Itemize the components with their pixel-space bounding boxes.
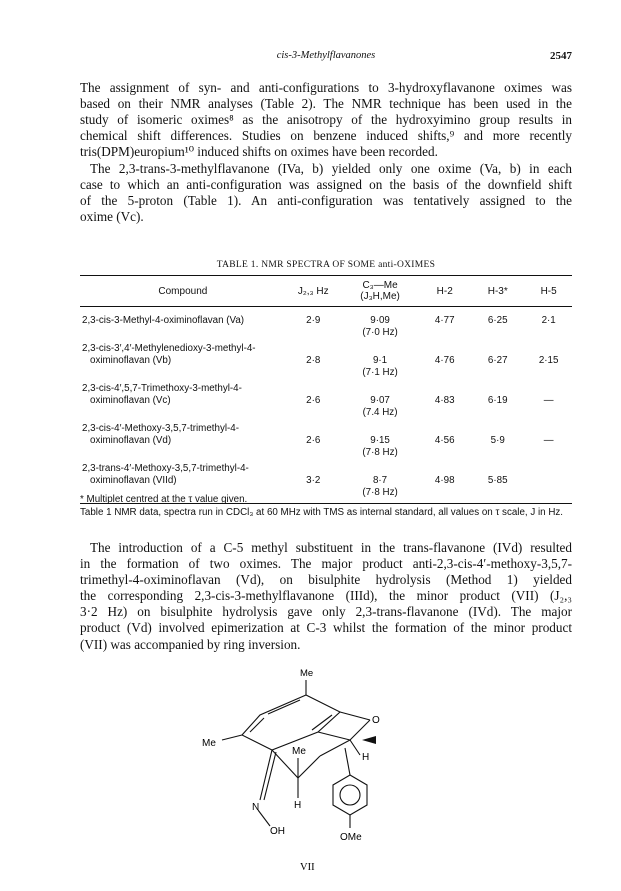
label-me-top: Me (300, 668, 314, 679)
col-header-h3: H-3* (487, 285, 508, 297)
text-line: oxime (Vc). (80, 209, 144, 225)
h3-cell: 6·25 (487, 315, 508, 326)
table-header-row (80, 276, 572, 307)
text-line: in the formation of two oximes. The major product anti-2,3-cis-4′-methoxy-3,5,7- (80, 556, 572, 572)
table-row (80, 421, 572, 461)
col-header-c3-me: C₃—Me (J₃H,Me) (360, 280, 400, 302)
compound-cell: 2,3-cis-4′,5,7-Trimethoxy-3-methyl-4- oximinoflavan (Vc) (82, 383, 242, 406)
h2-cell: 4·83 (434, 395, 455, 406)
h2-cell: 4·76 (434, 355, 455, 366)
h5-cell: — (543, 435, 554, 446)
text-line: study of isomeric oximes⁸ as the anisotropy of the hydroxyimino group results in (80, 112, 572, 128)
j-cell: 2·6 (306, 435, 321, 446)
text-line: of the 5-proton (Table 1). An anti-configuration was tentatively assigned to the (80, 193, 572, 209)
footnote-star: * Multiplet centred at the τ value given. (80, 494, 248, 505)
text-line: product (Vd) involved epimerization at C-3 whilst the formation of the minor product (80, 620, 572, 636)
h3-cell: 6·27 (487, 355, 508, 366)
label-h-center: H (294, 800, 302, 811)
label-h-right: H (362, 752, 370, 763)
col-header-j: J₂,₃ Hz (297, 285, 329, 297)
h2-cell: 4·98 (434, 475, 455, 486)
me-cell: 9·09 (7·0 Hz) (362, 315, 398, 338)
page-number: 2547 (550, 50, 572, 62)
nmr-table (80, 275, 572, 504)
j-cell: 2·8 (306, 355, 321, 366)
text-line: chemical shift differences. Studies on benzene induced shifts,⁹ and more recently (80, 128, 572, 144)
text-line: 3·2 Hz) on bisulphite hydrolysis gave only 2,3-trans-flavanone (IVd). The major (80, 604, 572, 620)
text-line: The 2,3-trans-3-methylflavanone (IVa, b) yielded only one oxime (Va, b) in each (90, 161, 572, 176)
paragraph-3 (80, 540, 572, 653)
compound-cell: 2,3-cis-3′,4′-Methylenedioxy-3-methyl-4- oximinoflavan (Vb) (82, 343, 256, 366)
j-cell: 2·6 (306, 395, 321, 406)
compound-cell: 2,3-trans-4′-Methoxy-3,5,7-trimethyl-4- oximinoflavan (VIId) (82, 463, 249, 486)
text-line: the corresponding 2,3-cis-3-methylflavanone (IIId), the minor product (VII) (J₂,₃ (80, 588, 572, 604)
text-line: trimethyl-4-oximinoflavan (Vd), on bisulphite hydrolysis (Method 1) yielded (80, 572, 572, 588)
label-me-center: Me (292, 746, 306, 757)
table-row (80, 307, 572, 342)
running-title: cis-3-Methylflavanones (276, 50, 376, 61)
compound-cell: 2,3-cis-4′-Methoxy-3,5,7-trimethyl-4- oximinoflavan (Vd) (82, 423, 239, 446)
h5-cell: 2·15 (538, 355, 559, 366)
chemical-structure-drawing (180, 660, 440, 880)
h3-cell: 5·9 (490, 435, 505, 446)
text-line: tris(DPM)europium¹⁰ induced shifts on oximes have been recorded. (80, 144, 438, 160)
j-cell: 2·9 (306, 315, 321, 326)
col-header-compound: Compound (158, 285, 208, 297)
page-header (80, 50, 572, 66)
table-caption: TABLE 1. NMR SPECTRA OF SOME anti-OXIMES (216, 260, 436, 270)
me-cell: 9·15 (7·8 Hz) (362, 435, 398, 458)
me-cell: 9·07 (7.4 Hz) (362, 395, 398, 418)
text-line: (VII) was accompanied by ring inversion. (80, 636, 301, 652)
h2-cell: 4·77 (434, 315, 455, 326)
text-line: The introduction of a C-5 methyl substituent in the trans-flavanone (IVd) resulted (90, 540, 572, 555)
ring-outline (242, 695, 340, 750)
me-cell: 8·7 (7·8 Hz) (362, 475, 398, 498)
label-me-left: Me (202, 738, 216, 749)
col-header-h2: H-2 (436, 285, 453, 297)
h3-cell: 6·19 (487, 395, 508, 406)
compound-label: VII (300, 862, 315, 873)
h3-cell: 5·85 (487, 475, 508, 486)
label-oh: OH (270, 826, 285, 837)
col-header-h5: H-5 (540, 285, 557, 297)
paragraph-2 (80, 161, 572, 225)
label-o-ring: O (372, 715, 380, 726)
text-line: The assignment of syn- and anti-configurations to 3-hydroxyflavanone oximes was (80, 80, 572, 95)
compound-cell: 2,3-cis-3-Methyl-4-oximinoflavan (Va) (82, 315, 245, 326)
h5-cell: — (543, 395, 554, 406)
j-cell: 3·2 (306, 475, 321, 486)
structure-figure-vii (180, 660, 440, 880)
footnote-table: Table 1 NMR data, spectra run in CDCl₃ at 60 MHz with TMS as internal standard, all values on τ scale, J in Hz. (80, 507, 564, 518)
text-line: based on their NMR analyses (Table 2). The NMR technique has been used in the (80, 96, 572, 112)
h2-cell: 4·56 (434, 435, 455, 446)
label-ome: OMe (340, 832, 362, 843)
table-row (80, 381, 572, 421)
table-row (80, 341, 572, 381)
paragraph-1 (80, 80, 572, 160)
me-cell: 9·1 (7·1 Hz) (362, 355, 398, 378)
text-line: case to which an anti-configuration was assigned on the basis of the downfield shift (80, 177, 572, 193)
h5-cell: 2·1 (541, 315, 556, 326)
label-n-atom: N (252, 802, 260, 813)
